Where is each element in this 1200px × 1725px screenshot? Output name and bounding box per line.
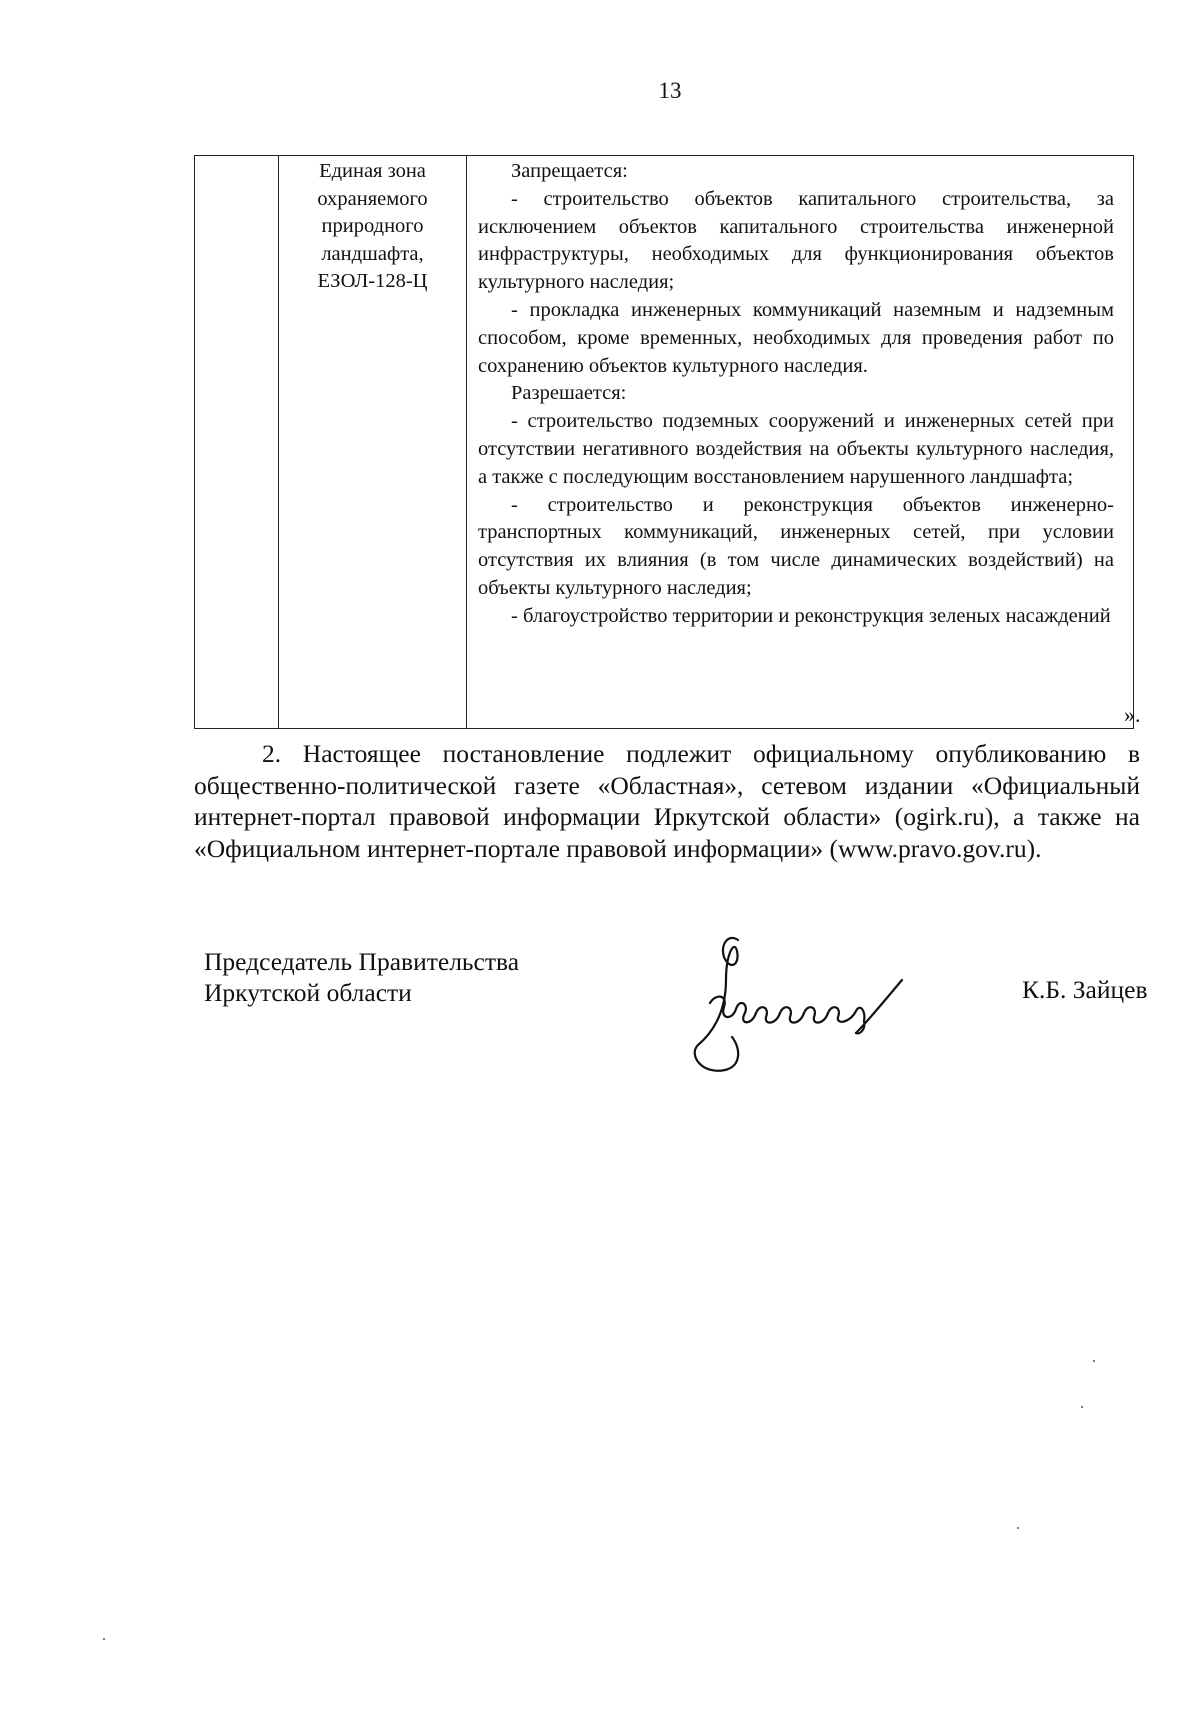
zone-table bbox=[194, 155, 1134, 729]
allowed-heading: Разрешается: bbox=[511, 382, 627, 405]
signer-position bbox=[204, 946, 519, 1008]
allowed-item: - благоустройство территории и реконструкция зеленых насаждений bbox=[511, 604, 1111, 627]
scan-artifact bbox=[1093, 1360, 1095, 1362]
signer-position-line: Председатель Правительства bbox=[204, 947, 520, 976]
prohibited-heading: Запрещается: bbox=[511, 160, 628, 182]
allowed-item: - строительство и реконструкция объектов инженерно-транспортных коммуникаций, инженерных сетей, при условии отсутствия их влияния (в том числе динамических воздействий) на объекты культурного наследия; bbox=[478, 493, 1114, 599]
zone-name-line: ЕЗОЛ-128-Ц bbox=[317, 270, 428, 292]
zone-name-line: Единая зона bbox=[319, 160, 426, 182]
page-number: 13 bbox=[658, 78, 682, 103]
prohibited-item: - строительство объектов капитального строительства, за исключением объектов капитального строительства инженерной инфраструктуры, необходимых для функционирования объектов культурного наследия; bbox=[478, 187, 1114, 294]
signer-position-line: Иркутской области bbox=[204, 978, 412, 1007]
allowed-item: - строительство подземных сооружений и инженерных сетей при отсутствии негативного воздействия на объекты культурного наследия, а также с последующим восстановлением нарушенного ландшафта; bbox=[478, 410, 1114, 488]
zone-name-line: ландшафта, bbox=[321, 242, 424, 265]
clause-2-paragraph: 2. Настоящее постановление подлежит официальному опубликованию в общественно-политической газете «Областная», сетевом издании «Официальный интернет-портал правовой информации Иркутской области» (ogirk.ru), а также на «Официальном интернет-портале правовой информации» (www.pravo.gov.ru). bbox=[194, 739, 1140, 863]
scan-artifact bbox=[103, 1638, 105, 1640]
signer-name: К.Б. Зайцев bbox=[1022, 975, 1148, 1004]
scan-artifact bbox=[1081, 1406, 1083, 1408]
table-column-divider bbox=[466, 156, 467, 728]
zone-rules-cell bbox=[478, 158, 1114, 631]
scan-artifact bbox=[1017, 1527, 1019, 1529]
zone-name-line: природного bbox=[321, 215, 424, 237]
zone-name-line: охраняемого bbox=[317, 187, 428, 210]
prohibited-item: - прокладка инженерных коммуникаций наземным и надземным способом, кроме временных, необходимых для проведения работ по сохранению объектов культурного наследия. bbox=[478, 298, 1114, 377]
zone-name-cell bbox=[279, 158, 466, 296]
handwritten-signature bbox=[680, 925, 940, 1080]
closing-quote: ». bbox=[1124, 702, 1141, 727]
